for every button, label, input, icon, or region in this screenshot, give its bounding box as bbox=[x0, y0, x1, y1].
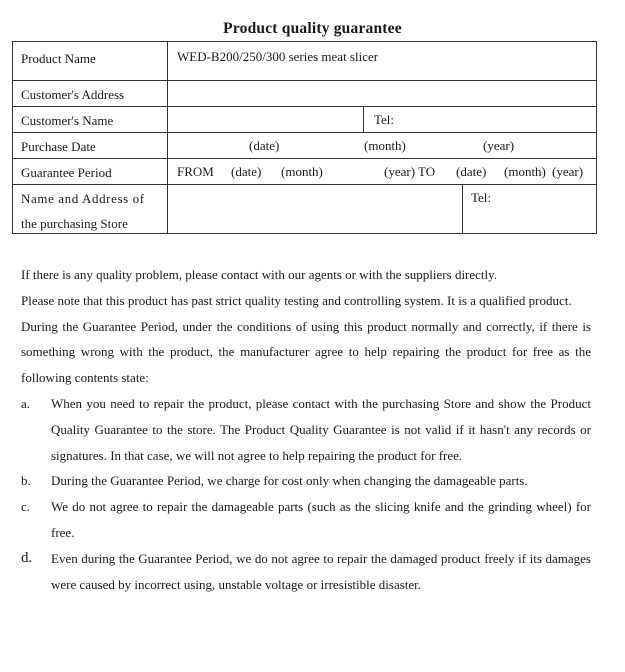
list-item bbox=[21, 494, 591, 546]
row-divider bbox=[13, 158, 596, 159]
list-item bbox=[21, 391, 591, 468]
guarantee-to-month: (month) bbox=[504, 164, 546, 179]
list-marker: c. bbox=[21, 499, 31, 515]
customer-address-label: Customer's Address bbox=[21, 87, 125, 102]
row-divider bbox=[13, 132, 596, 133]
list-item-text: Even during the Guarantee Period, we do not agree to repair the damaged product freely if its damages were caused by incorrect using, unstable voltage or irresistible disaster. bbox=[51, 550, 591, 592]
purchase-date-month: (month) bbox=[364, 138, 406, 153]
purchase-date-date: (date) bbox=[249, 138, 280, 153]
store-tel-divider bbox=[462, 184, 463, 233]
store-label-line2: the purchasing Store bbox=[21, 216, 128, 231]
store-tel-label: Tel: bbox=[471, 190, 492, 205]
guarantee-from-date: (date) bbox=[231, 164, 262, 179]
guarantee-to-date: (date) bbox=[456, 164, 487, 179]
store-label-line1: Name and Address of bbox=[21, 191, 145, 206]
list-item bbox=[21, 468, 591, 494]
list-marker: b. bbox=[21, 473, 31, 489]
customer-name-label: Customer's Name bbox=[21, 113, 114, 128]
list-item bbox=[21, 546, 591, 598]
product-name-label: Product Name bbox=[21, 51, 96, 66]
guarantee-to: (year) TO bbox=[384, 164, 436, 179]
page-title: Product quality guarantee bbox=[223, 20, 402, 37]
list-marker: a. bbox=[21, 395, 31, 411]
row-divider bbox=[13, 184, 596, 185]
list-item-text: When you need to repair the product, please contact with the purchasing Store and show the Product Quality Guarantee to the store. The Product Quality Guarantee is not valid if it hasn't any records or signatures. In that case, we will not agree to help repairing the product for free. bbox=[51, 395, 591, 463]
product-name-value: WED-B200/250/300 series meat slicer bbox=[177, 49, 379, 64]
guarantee-period-label: Guarantee Period bbox=[21, 165, 112, 180]
paragraph-period: During the Guarantee Period, under the conditions of using this product normally and correctly, if there is something wrong with the product, the manufacturer agree to help repairing the product for free as the following contents state: bbox=[21, 318, 591, 386]
guarantee-to-year: (year) bbox=[552, 164, 584, 179]
customer-tel-label: Tel: bbox=[374, 112, 395, 127]
tel-divider bbox=[363, 106, 364, 132]
row-divider bbox=[13, 106, 596, 107]
list-item-text: We do not agree to repair the damageable parts (such as the slicing knife and the grinding wheel) for free. bbox=[51, 499, 591, 540]
row-divider bbox=[13, 80, 596, 81]
guarantee-terms bbox=[21, 262, 591, 597]
column-divider bbox=[167, 42, 168, 233]
guarantee-from: FROM bbox=[177, 164, 214, 179]
paragraph-contact: If there is any quality problem, please contact with our agents or with the suppliers directly. bbox=[21, 267, 498, 282]
list-item-text: During the Guarantee Period, we charge for cost only when changing the damageable parts. bbox=[51, 473, 528, 489]
guarantee-from-month: (month) bbox=[281, 164, 323, 179]
purchase-date-label: Purchase Date bbox=[21, 139, 96, 154]
guarantee-form-table bbox=[12, 41, 597, 234]
paragraph-quality: Please note that this product has past strict quality testing and controlling system. It is a qualified product. bbox=[21, 292, 572, 308]
purchase-date-year: (year) bbox=[483, 138, 515, 153]
list-marker: d. bbox=[21, 549, 33, 566]
